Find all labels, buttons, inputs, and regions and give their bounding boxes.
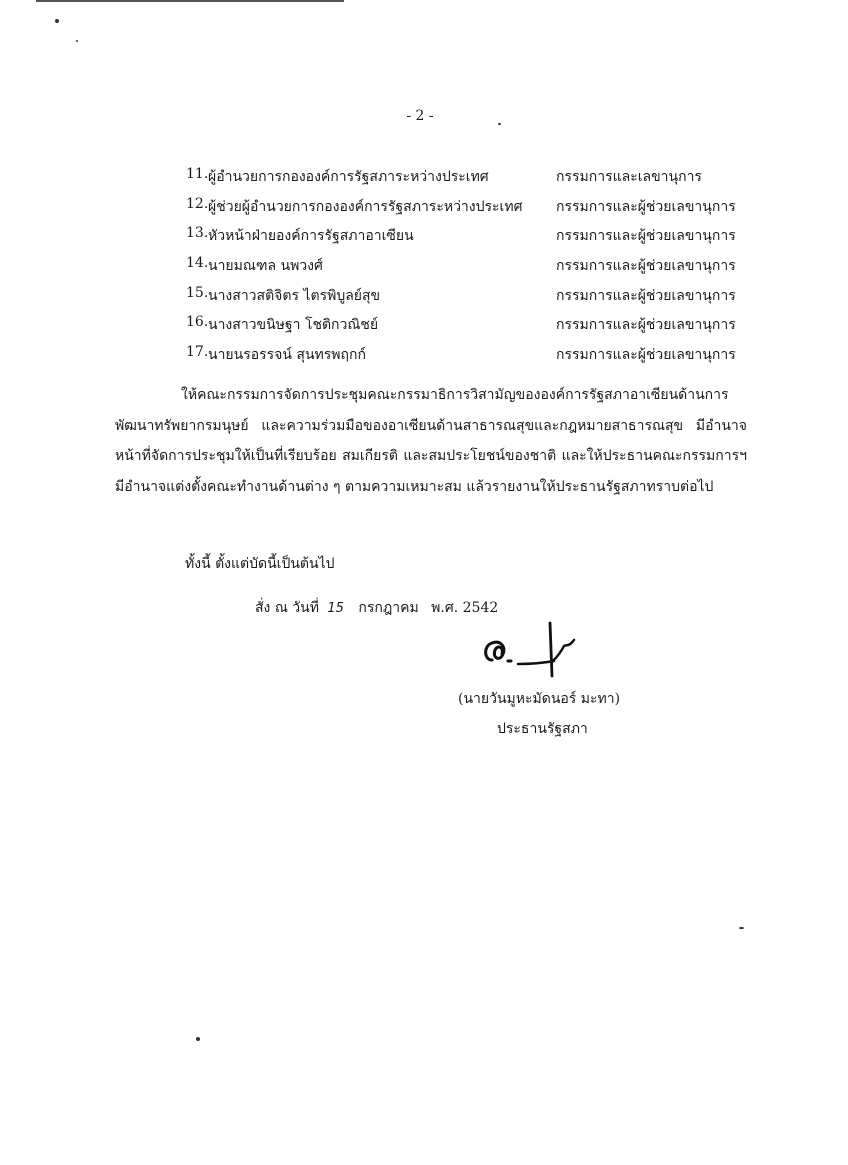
list-item (186, 314, 746, 344)
list-item (186, 196, 746, 226)
body-paragraph (115, 380, 747, 502)
scan-edge-line (36, 0, 344, 2)
member-role: กรรมการและเลขานุการ (556, 169, 702, 185)
order-date-month: กรกฎาคม (358, 600, 419, 616)
scan-speck (739, 927, 744, 929)
signer-title: ประธานรัฐสภา (497, 721, 588, 737)
order-date-year: 2542 (462, 600, 499, 616)
member-number: 14. (186, 255, 209, 272)
scan-speck (76, 40, 78, 42)
signature-image (478, 618, 588, 678)
member-number: 11. (186, 166, 209, 182)
list-item (186, 166, 746, 196)
page-number: - 2 - (406, 108, 434, 124)
member-name: หัวหน้าฝ่ายองค์การรัฐสภาอาเซียน (208, 228, 414, 245)
member-role: กรรมการและผู้ช่วยเลขานุการ (556, 347, 736, 364)
body-paragraph-text: ให้คณะกรรมการจัดการประชุมคณะกรรมาธิการวิสามัญขององค์การรัฐสภาอาเซียนด้านการพัฒนาทรัพยากรมนุษย์ และความร่วมมือของอาเซียนด้านสาธารณสุขและกฎหมายสาธารณสุข มีอำนาจหน้าที่จัดการประชุมให้เป็นที่เรียบร้อย สมเกียรติ และสมประโยชน์ของชาติ และให้ประธานคณะกรรมการฯ มีอำนาจแต่งตั้งคณะทำงานด้านต่าง ๆ ตามความเหมาะสม แล้วรายงานให้ประธานรัฐสภาทราบต่อไป (115, 387, 747, 495)
member-name: นางสาวขนิษฐา โชติกวณิชย์ (208, 317, 379, 334)
order-date-era: พ.ศ. (431, 600, 459, 616)
signer-name: (นายวันมูหะมัดนอร์ มะทา) (458, 691, 621, 707)
member-number: 17. (186, 344, 209, 361)
member-role: กรรมการและผู้ช่วยเลขานุการ (556, 198, 736, 215)
member-number: 15. (186, 284, 209, 301)
member-role: กรรมการและผู้ช่วยเลขานุการ (556, 228, 736, 245)
order-date-day: 15 (327, 601, 344, 616)
order-date-prefix: สั่ง ณ วันที่ (255, 600, 319, 616)
list-item (186, 255, 746, 285)
member-role: กรรมการและผู้ช่วยเลขานุการ (556, 258, 736, 275)
list-item (186, 285, 746, 315)
list-item (186, 344, 746, 374)
member-name: นายนรอรรจน์ สุนทรพฤกก์ (208, 347, 366, 364)
scan-speck (55, 19, 59, 23)
effective-statement: ทั้งนี้ ตั้งแต่บัดนี้เป็นต้นไป (185, 556, 335, 572)
scan-speck (196, 1037, 200, 1041)
member-name: นางสาวสติจิตร ไตรพิบูลย์สุข (208, 287, 381, 304)
member-name: นายมณฑล นพวงศ์ (208, 258, 323, 275)
member-name: ผู้อำนวยการกององค์การรัฐสภาระหว่างประเทศ (208, 169, 489, 185)
list-item (186, 225, 746, 255)
member-role: กรรมการและผู้ช่วยเลขานุการ (556, 287, 736, 304)
member-number: 16. (186, 314, 209, 331)
member-number: 12. (186, 195, 209, 212)
member-number: 13. (186, 225, 209, 242)
member-list (186, 166, 746, 374)
member-role: กรรมการและผู้ช่วยเลขานุการ (556, 317, 736, 334)
order-date (255, 597, 498, 619)
member-name: ผู้ช่วยผู้อำนวยการกององค์การรัฐสภาระหว่างประเทศ (208, 198, 523, 215)
